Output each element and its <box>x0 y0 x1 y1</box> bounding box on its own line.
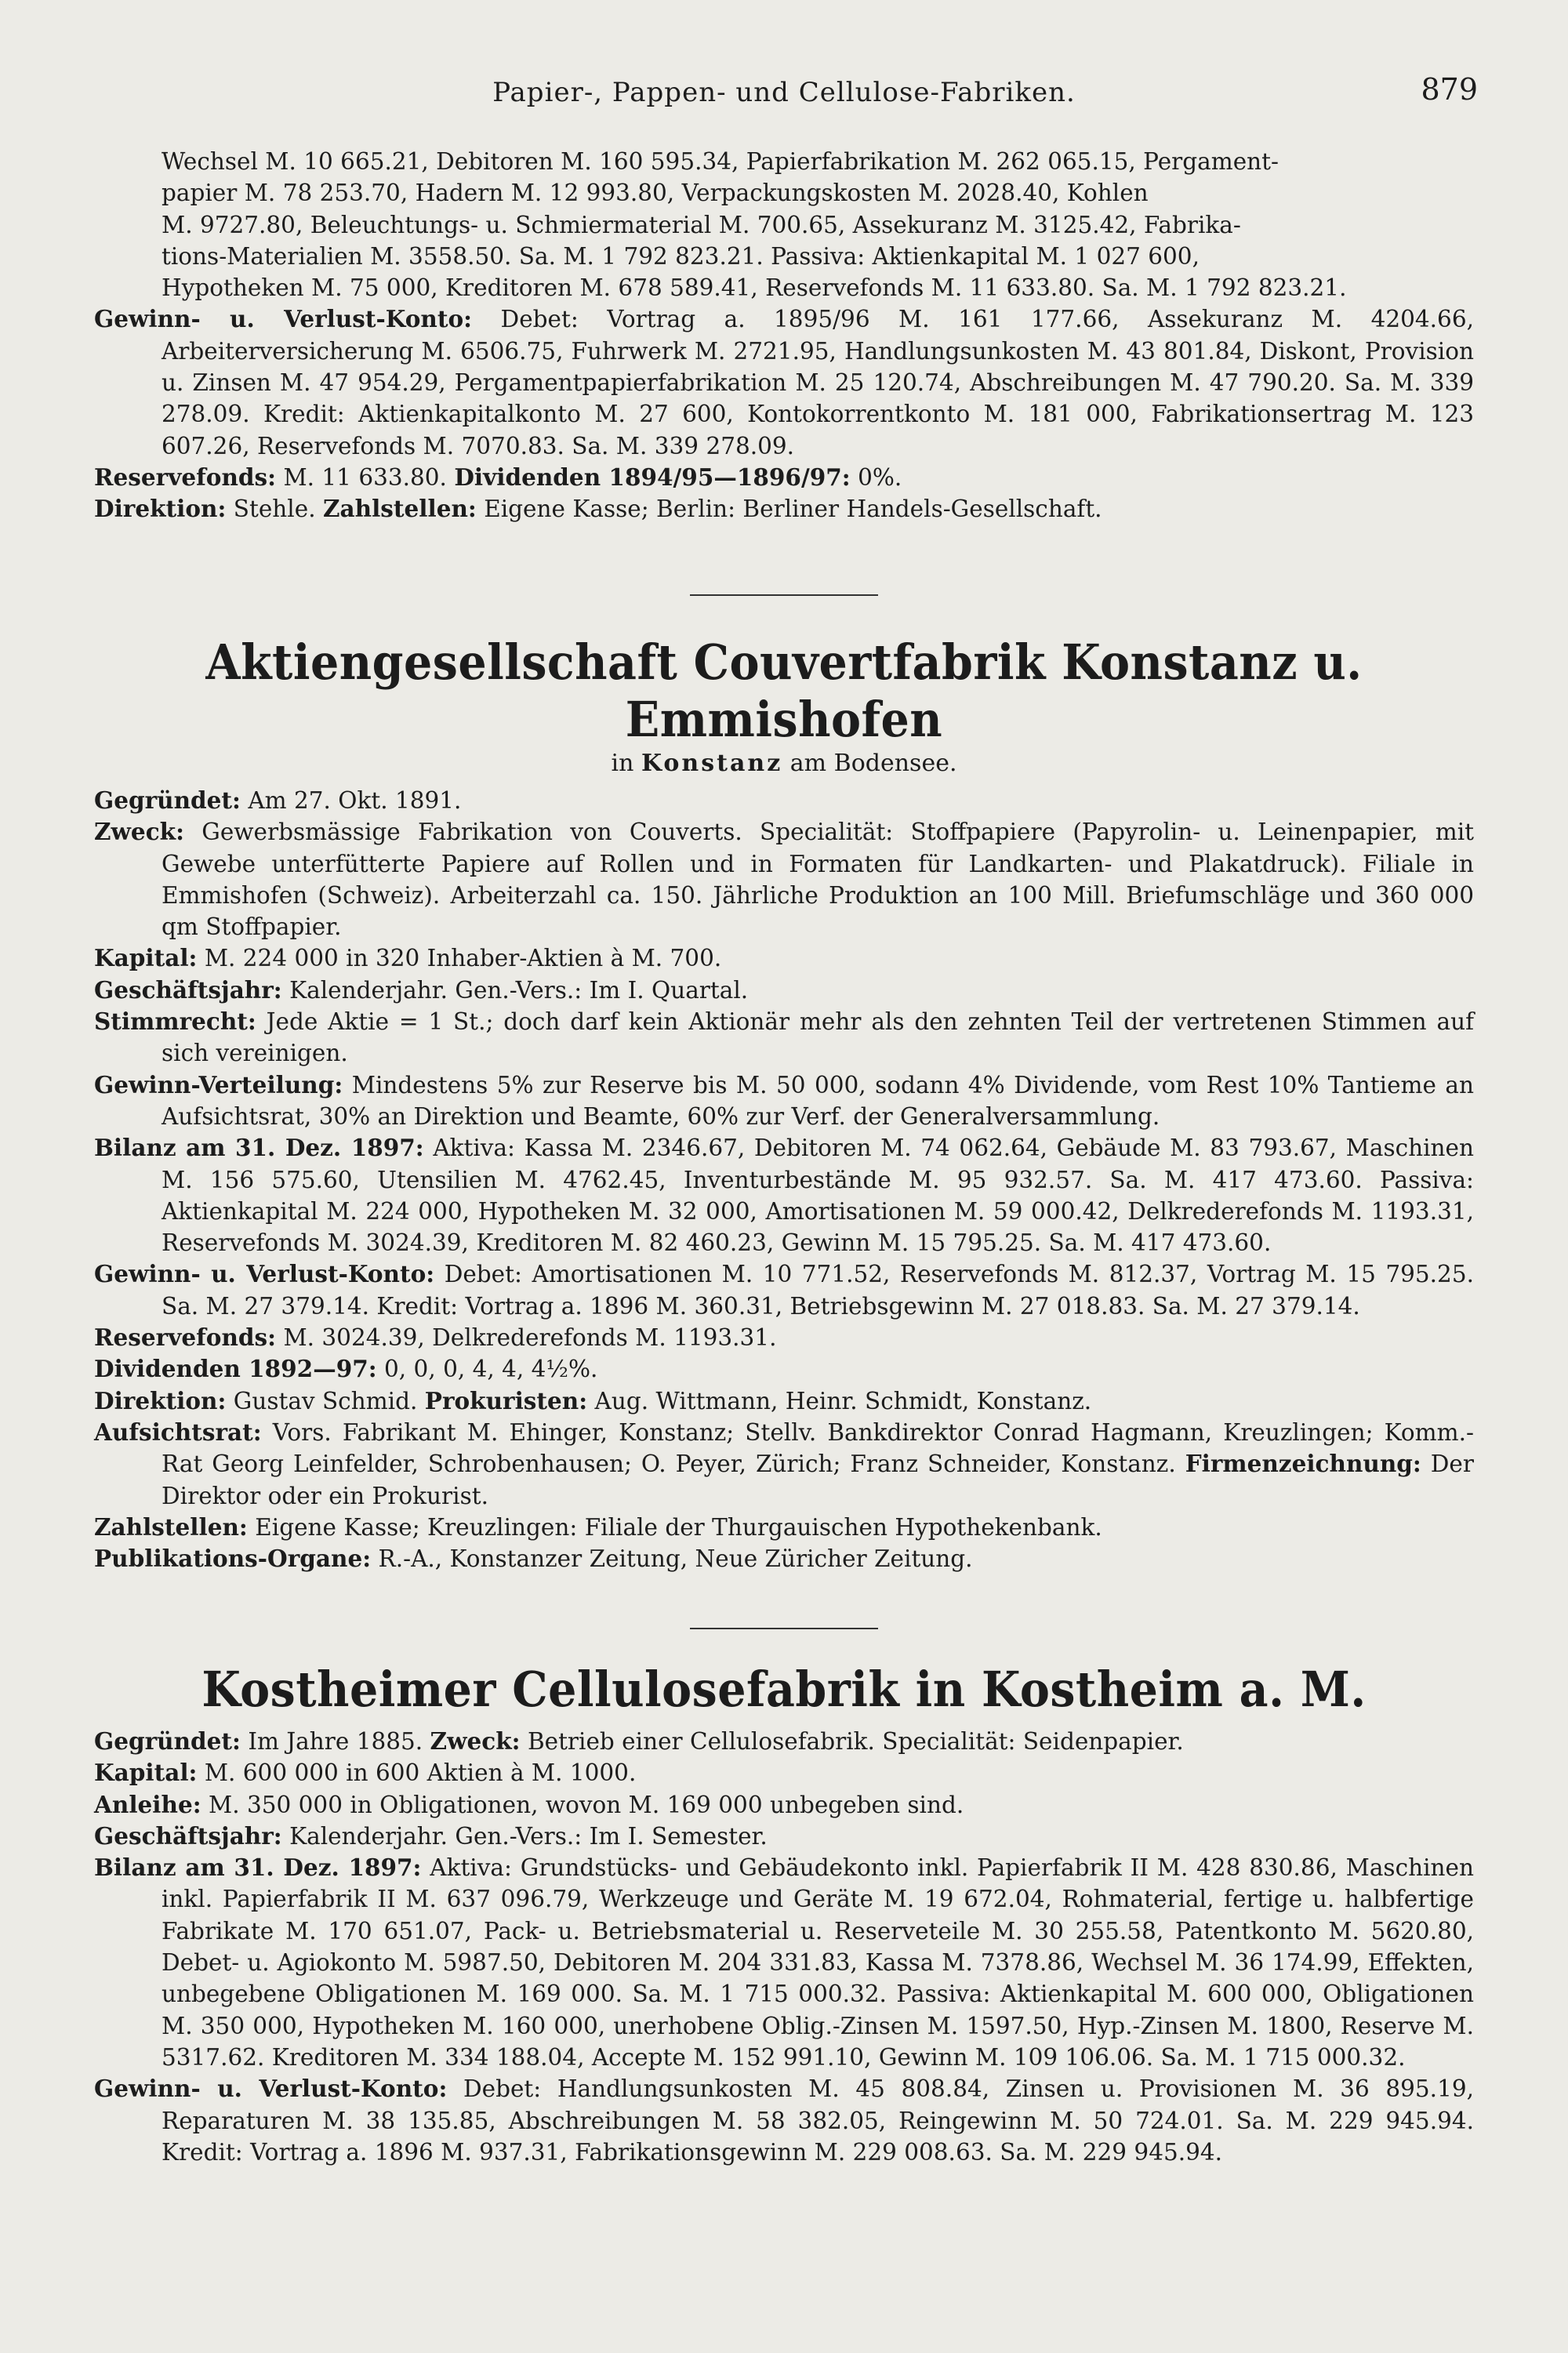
entry-text: Gustav Schmid. <box>233 1387 418 1414</box>
company-title: Kostheimer Cellulosefabrik in Kostheim a. M. <box>201 1661 1367 1718</box>
detail-entry <box>94 1417 1474 1512</box>
entry-text: Kalenderjahr. Gen.-Vers.: Im I. Semester. <box>289 1822 768 1850</box>
prev-direktion-entry <box>94 493 1474 525</box>
entry-text: Aug. Wittmann, Heinr. Schmidt, Konstanz. <box>594 1387 1092 1414</box>
detail-entry <box>94 1132 1474 1258</box>
entry-text: Vors. Fabrikant M. Ehinger, Konstanz; Stellv. Bankdirektor Conrad Hagmann, Kreuzlingen; Komm.-Rat Georg Leinfelder, Schrobenhausen; O. Peyer, Zürich; Franz Schneider, Konstanz. <box>162 1418 1474 1478</box>
entry-text: Aktiva: Grundstücks- und Gebäudekonto inkl. Papierfabrik II M. 428 830.86, Maschinen inkl. Papierfabrik II M. 637 096.79, Werkzeuge und Geräte M. 19 672.04, Rohmaterial, fertige u. halbfertige Fabrikate M. 170 651.07, Pack- u. Betriebsmaterial u. Reserveteile M. 30 255.58, Patentkonto M. 5620.80, Debet- u. Agiokonto M. 5987.50, Debitoren M. 204 331.83, Kassa M. 7378.86, Wechsel M. 36 174.99, Effekten, unbegebene Obligationen M. 169 000. Sa. M. 1 715 000.32. Passiva: Aktienkapital M. 600 000, Obligationen M. 350 000, Hypotheken M. 160 000, unerhobene Oblig.-Zinsen M. 1597.50, Hyp.-Zinsen M. 1800, Reserve M. 5317.62. Kreditoren M. 334 188.04, Accepte M. 152 991.10, Gewinn M. 109 106.06. Sa. M. 1 715 000.32. <box>162 1854 1474 2071</box>
detail-entry <box>94 1726 1474 1757</box>
running-header: Papier-, Pappen- und Cellulose-Fabriken. <box>492 77 1076 108</box>
detail-entry <box>94 1258 1474 1322</box>
company-entry-kostheimer <box>94 1661 1474 2168</box>
page-number: 879 <box>1421 72 1478 107</box>
entry-label: Gegründet: <box>94 1727 241 1755</box>
detail-entry <box>94 2073 1474 2168</box>
entry-text: Am 27. Okt. 1891. <box>248 787 462 814</box>
entry-text: M. 600 000 in 600 Aktien à M. 1000. <box>204 1759 637 1787</box>
detail-entry <box>94 1385 1474 1417</box>
prev-line: tions-Materialien M. 3558.50. Sa. M. 1 792 823.21. Passiva: Aktienkapital M. 1 027 600, <box>162 242 1200 270</box>
entry-label: Stimmrecht: <box>94 1008 256 1036</box>
entry-text: Debet: Vortrag a. 1895/96 M. 161 177.66, Assekuranz M. 4204.66, Arbeiterversicherung M. 6506.75, Fuhrwerk M. 2721.95, Handlungsunkosten M. 43 801.84, Diskont, Provision u. Zinsen M. 47 954.29, Pergamentpapierfabrikation M. 25 120.74, Abschreibungen M. 47 790.20. Sa. M. 339 278.09. Kredit: Aktienkapitalkonto M. 27 600, Kontokorrentkonto M. 181 000, Fabrikationsertrag M. 123 607.26, Reservefonds M. 7070.83. Sa. M. 339 278.09. <box>162 306 1474 459</box>
detail-entry <box>94 1852 1474 2073</box>
entry-text: Mindestens 5% zur Reserve bis M. 50 000, sodann 4% Dividende, vom Rest 10% Tantieme an Aufsichtsrat, 30% an Direktion und Beamte, 60% zur Verf. der Generalversammlung. <box>162 1071 1474 1130</box>
prev-line: papier M. 78 253.70, Hadern M. 12 993.80, Verpackungskosten M. 2028.40, Kohlen <box>162 180 1149 207</box>
section-divider <box>690 1628 878 1629</box>
detail-entry <box>94 942 1474 974</box>
detail-entry <box>94 975 1474 1006</box>
detail-entry <box>94 816 1474 942</box>
entry-label: Aufsichtsrat: <box>94 1418 262 1446</box>
entry-text: M. 3024.39, Delkrederefonds M. 1193.31. <box>283 1324 777 1352</box>
entry-text: Betrieb einer Cellulosefabrik. Specialität: Seidenpapier. <box>527 1728 1184 1755</box>
detail-entry <box>94 1353 1474 1385</box>
prev-line: Wechsel M. 10 665.21, Debitoren M. 160 595.34, Papierfabrikation M. 262 065.15, Pergament- <box>162 148 1279 175</box>
detail-entry <box>94 1789 1474 1821</box>
entry-label: Dividenden 1894/95—1896/97: <box>454 463 851 491</box>
company-title: Aktiengesellschaft Couvertfabrik Konstanz u. Emmishofen <box>205 634 1363 748</box>
entry-label: Reservefonds: <box>94 1324 277 1352</box>
entry-label: Bilanz am 31. Dez. 1897: <box>94 1854 422 1882</box>
entry-label: Gewinn- u. Verlust-Konto: <box>94 1260 435 1288</box>
entry-label: Publikations-Organe: <box>94 1545 372 1573</box>
location-city: Konstanz <box>641 750 783 777</box>
detail-entry <box>94 1821 1474 1852</box>
entry-text: M. 224 000 in 320 Inhaber-Aktien à M. 700. <box>204 945 722 972</box>
entry-label: Zahlstellen: <box>94 1512 248 1541</box>
entry-text: 0, 0, 0, 4, 4, 4½%. <box>384 1356 598 1383</box>
entry-label: Firmenzeichnung: <box>1185 1450 1421 1478</box>
entry-text: Debet: Amortisationen M. 10 771.52, Reservefonds M. 812.37, Vortrag M. 15 795.25. Sa. M. 27 379.14. Kredit: Vortrag a. 1896 M. 360.31, Betriebsgewinn M. 27 018.83. Sa. M. 27 379.14. <box>162 1261 1474 1320</box>
entry-label: Gegründet: <box>94 786 241 814</box>
detail-entry <box>94 785 1474 816</box>
entry-label: Dividenden 1892—97: <box>94 1355 377 1383</box>
entry-label: Direktion: <box>94 1386 227 1414</box>
section-divider <box>690 594 878 596</box>
entry-text: Debet: Handlungsunkosten M. 45 808.84, Zinsen u. Provisionen M. 36 895.19, Reparaturen M. 38 135.85, Abschreibungen M. 58 382.05, Reingewinn M. 50 724.01. Sa. M. 229 945.94. Kredit: Vortrag a. 1896 M. 937.31, Fabrikationsgewinn M. 229 008.63. Sa. M. 229 945.94. <box>162 2075 1474 2166</box>
entry-label: Direktion: <box>94 495 227 523</box>
entry-label: Geschäftsjahr: <box>94 975 282 1004</box>
entry-text: Jede Aktie = 1 St.; doch darf kein Aktionär mehr als den zehnten Teil der vertretenen Stimmen auf sich vereinigen. <box>162 1008 1474 1067</box>
entry-text: Kalenderjahr. Gen.-Vers.: Im I. Quartal. <box>289 976 749 1004</box>
entry-label: Anleihe: <box>94 1790 201 1818</box>
entry-label: Prokuristen: <box>424 1386 588 1414</box>
entry-label: Gewinn- u. Verlust-Konto: <box>94 2075 448 2103</box>
entry-text: M. 350 000 in Obligationen, wovon M. 169 000 unbegeben sind. <box>209 1791 964 1818</box>
detail-entry <box>94 1006 1474 1069</box>
entry-label: Kapital: <box>94 944 198 972</box>
detail-entry <box>94 1322 1474 1353</box>
entry-label: Zweck: <box>94 818 184 846</box>
entry-text: Gewerbsmässige Fabrikation von Couverts. Specialität: Stoffpapiere (Papyrolin- u. Leinenpapier, mit Gewebe unterfütterte Papiere auf Rollen und in Formaten für Landkarten- und Plakatdruck). Filiale in Emmishofen (Schweiz). Arbeiterzahl ca. 150. Jährliche Produktion an 100 Mill. Briefumschläge und 360 000 qm Stoffpapier. <box>162 819 1474 941</box>
entry-label: Zweck: <box>430 1727 521 1755</box>
prev-reserve-entry <box>94 462 1474 493</box>
entry-label: Gewinn- u. Verlust-Konto: <box>94 305 473 333</box>
entry-text: Aktiva: Kassa M. 2346.67, Debitoren M. 74 062.64, Gebäude M. 83 793.67, Maschinen M. 156 575.60, Utensilien M. 4762.45, Inventurbestände M. 95 932.57. Sa. M. 417 473.60. Passiva: Aktienkapital M. 224 000, Hypotheken M. 32 000, Amortisationen M. 59 000.42, Delkrederefonds M. 1193.31, Reservefonds M. 3024.39, Kreditoren M. 82 460.23, Gewinn M. 15 795.25. Sa. M. 417 473.60. <box>162 1135 1474 1257</box>
entry-text: Eigene Kasse; Kreuzlingen: Filiale der Thurgauischen Hypothekenbank. <box>255 1513 1102 1541</box>
entry-label: Bilanz am 31. Dez. 1897: <box>94 1134 424 1162</box>
entry-label: Reservefonds: <box>94 463 277 491</box>
entry-text: Im Jahre 1885. <box>248 1728 423 1755</box>
entry-label: Geschäftsjahr: <box>94 1821 282 1850</box>
entry-label: Zahlstellen: <box>322 495 477 523</box>
company-entry-couvertfabrik <box>94 634 1474 1574</box>
prev-line: M. 9727.80, Beleuchtungs- u. Schmiermaterial M. 700.65, Assekuranz M. 3125.42, Fabrika- <box>162 211 1241 238</box>
detail-entry <box>94 1512 1474 1543</box>
entry-label: Gewinn-Verteilung: <box>94 1070 343 1098</box>
detail-entry <box>94 1757 1474 1788</box>
prev-gv-entry <box>94 303 1474 461</box>
location-prefix: in <box>611 750 634 777</box>
entry-text: Der Direktor oder ein Prokurist. <box>162 1451 1474 1509</box>
location-suffix: am Bodensee. <box>789 750 957 777</box>
entry-text: 0%. <box>858 463 902 491</box>
entry-text: Stehle. <box>233 496 316 523</box>
entry-label: Kapital: <box>94 1759 198 1787</box>
company-details <box>94 1726 1474 2168</box>
detail-entry <box>94 1543 1474 1574</box>
company-details <box>94 785 1474 1574</box>
previous-company-continuation <box>94 146 1474 525</box>
company-location <box>94 750 1474 777</box>
entry-text: M. 11 633.80. <box>283 463 447 491</box>
prev-line: Hypotheken M. 75 000, Kreditoren M. 678 589.41, Reservefonds M. 11 633.80. Sa. M. 1 792 823.21. <box>162 274 1347 302</box>
detail-entry <box>94 1069 1474 1133</box>
entry-text: R.-A., Konstanzer Zeitung, Neue Züricher Zeitung. <box>378 1545 973 1573</box>
entry-text: Eigene Kasse; Berlin: Berliner Handels-Gesellschaft. <box>484 496 1102 523</box>
